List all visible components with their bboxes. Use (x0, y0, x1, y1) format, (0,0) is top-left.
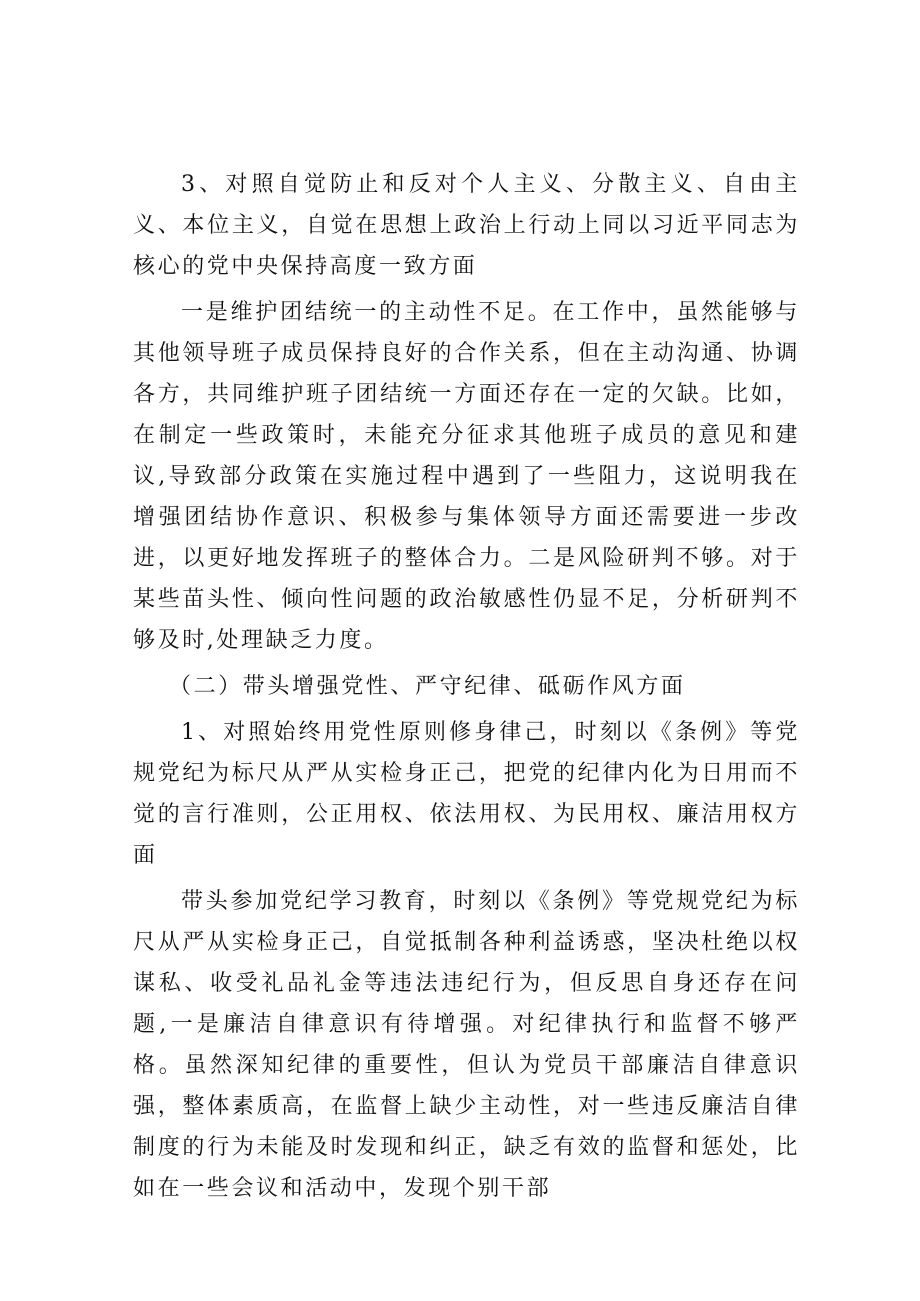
item-1-heading: 1、对照始终用党性原则修身律己，时刻以《条例》等党规党纪为标尺从严从实检身正己，把党的纪律内化为日用而不觉的言行准则，公正用权、依法用权、为民用权、廉洁用权方面 (133, 720, 800, 868)
document-body (133, 164, 800, 1214)
section-3-body: 一是维护团结统一的主动性不足。在工作中，虽然能够与其他领导班子成员保持良好的合作关系，但在主动沟通、协调各方，共同维护班子团结统一方面还存在一定的欠缺。比如，在制定一些政策时，未能充分征求其他班子成员的意见和建议,导致部分政策在实施过程中遇到了一些阻力，这说明我在增强团结协作意识、积极参与集体领导方面还需要进一步改进，以更好地发挥班子的整体合力。二是风险研判不够。对于某些苗头性、倾向性问题的政治敏感性仍显不足，分析研判不够及时,处理缺乏力度。 (133, 300, 800, 653)
item-1-body: 带头参加党纪学习教育，时刻以《条例》等党规党纪为标尺从严从实检身正己，自觉抵制各种利益诱惑，坚决杜绝以权谋私、收受礼品礼金等违法违纪行为，但反思自身还存在问题,一是廉洁自律意识有待增强。对纪律执行和监督不够严格。虽然深知纪律的重要性，但认为党员干部廉洁自律意识强，整体素质高，在监督上缺少主动性，对一些违反廉洁自律制度的行为未能及时发现和纠正，缺乏有效的监督和惩处，比如在一些会议和活动中，发现个别干部 (133, 889, 800, 1201)
part-2-heading: （二）带头增强党性、严守纪律、砥砺作风方面 (169, 674, 686, 699)
section-3-heading: 3、对照自觉防止和反对个人主义、分散主义、自由主义、本位主义，自觉在思想上政治上行动上同以习近平同志为核心的党中央保持高度一致方面 (133, 172, 800, 279)
